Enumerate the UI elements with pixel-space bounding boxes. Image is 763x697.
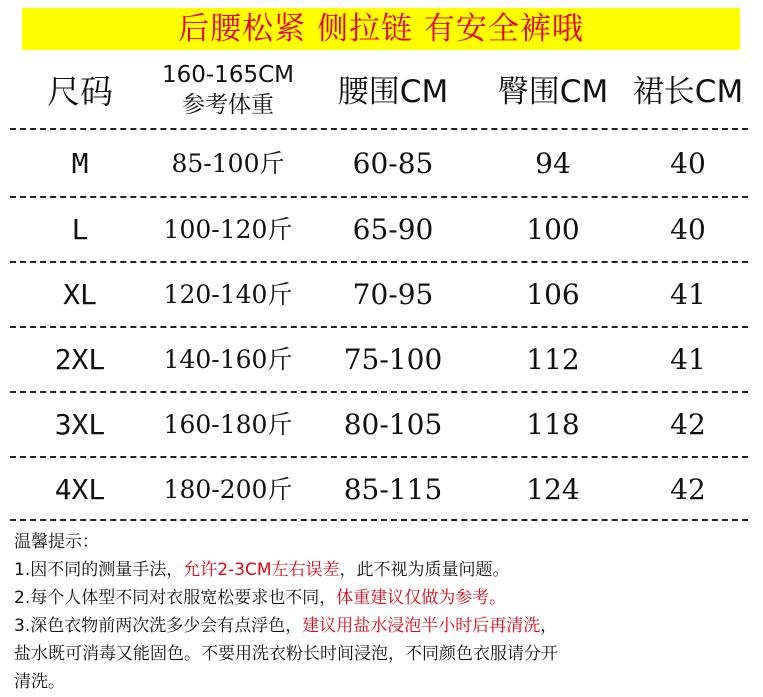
note-3-line-2: 盐水既可消毒又能固色。不要用洗衣粉长时间浸泡，不同颜色衣服请分开 — [14, 644, 558, 664]
note-1-tail: ，此不视为质量问题。 — [339, 560, 510, 580]
row-weight: 180-200斤 — [163, 475, 293, 504]
row-length: 40 — [670, 147, 706, 180]
row-hip: 106 — [526, 278, 580, 311]
row-waist: 85-115 — [343, 473, 443, 506]
header-length: 裙长CM — [632, 74, 744, 110]
row-weight: 100-120斤 — [163, 215, 293, 244]
note-3-line-3: 清洗。 — [14, 672, 65, 692]
table-row — [0, 392, 763, 457]
row-size: M — [71, 147, 89, 180]
table-row — [0, 131, 763, 196]
row-hip: 124 — [526, 473, 580, 506]
divider — [10, 519, 748, 521]
row-size: XL — [63, 278, 97, 311]
row-size: 3XL — [54, 408, 106, 441]
row-weight: 85-100斤 — [171, 149, 285, 178]
note-2-text: 2.每个人体型不同对衣服宽松要求也不同， — [14, 588, 337, 608]
note-1-highlight: 允许2-3CM左右误差 — [183, 560, 340, 580]
table-header — [0, 58, 763, 126]
table-row — [0, 262, 763, 327]
header-weight — [148, 60, 308, 120]
top-banner: 后腰松紧 侧拉链 有安全裤哦 — [22, 8, 740, 50]
row-hip: 94 — [535, 147, 571, 180]
row-length: 42 — [670, 473, 706, 506]
row-waist: 70-95 — [352, 278, 434, 311]
row-length: 42 — [670, 408, 706, 441]
row-hip: 118 — [526, 408, 580, 441]
row-size: 4XL — [54, 473, 106, 506]
note-1-text: 1.因不同的测量手法， — [14, 560, 184, 580]
divider — [10, 128, 748, 130]
table-row — [0, 327, 763, 392]
row-waist: 75-100 — [343, 343, 443, 376]
note-3 — [14, 612, 754, 640]
row-length: 41 — [670, 343, 706, 376]
row-weight: 120-140斤 — [163, 280, 293, 309]
table-row — [0, 197, 763, 262]
row-length: 41 — [670, 278, 706, 311]
row-waist: 80-105 — [343, 408, 443, 441]
row-waist: 60-85 — [352, 147, 434, 180]
note-1 — [14, 556, 754, 584]
table-row — [0, 457, 763, 522]
row-hip: 112 — [526, 343, 580, 376]
header-size: 尺码 — [47, 72, 113, 111]
row-hip: 100 — [526, 213, 580, 246]
row-weight: 160-180斤 — [163, 410, 293, 439]
notes-title: 温馨提示： — [14, 532, 99, 552]
header-hip: 臀围CM — [497, 74, 609, 110]
row-size: L — [71, 213, 89, 246]
header-waist: 腰围CM — [337, 74, 449, 110]
header-weight-label: 参考体重 — [182, 92, 274, 118]
note-3-highlight: 建议用盐水浸泡半小时后再清洗 — [302, 616, 541, 636]
row-length: 40 — [670, 213, 706, 246]
notes-section — [14, 528, 754, 696]
header-weight-height-range: 160-165CM — [161, 62, 294, 88]
note-3-tail: ， — [540, 616, 558, 636]
row-size: 2XL — [54, 343, 106, 376]
note-2 — [14, 584, 754, 612]
row-waist: 65-90 — [352, 213, 434, 246]
row-weight: 140-160斤 — [163, 345, 293, 374]
note-3-text: 3.深色衣物前两次洗多少会有点浮色， — [14, 616, 303, 636]
note-2-highlight: 体重建议仅做为参考。 — [336, 588, 507, 608]
